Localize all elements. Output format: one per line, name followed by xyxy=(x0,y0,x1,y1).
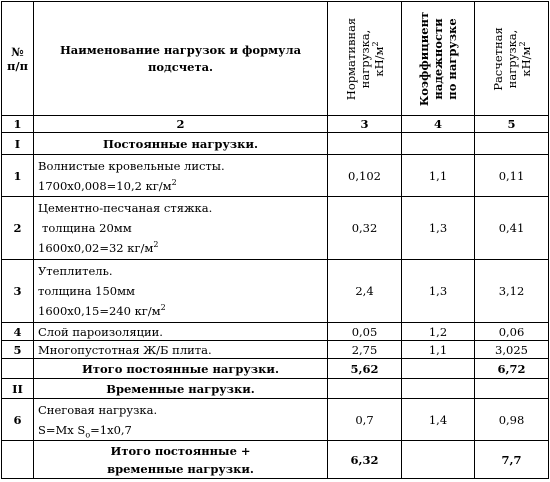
header-design-unit: кН/м xyxy=(518,46,533,77)
total-all-label: Итого постоянные + временные нагрузки. xyxy=(34,441,328,479)
header-design-line2: нагрузка, xyxy=(504,29,519,88)
loads-table xyxy=(1,1,549,479)
total-permanent-row xyxy=(2,359,549,379)
row-name-line: 1700х0,008=10,2 кг/м xyxy=(38,178,172,193)
row-normative: 2,4 xyxy=(328,260,402,323)
row-design: 0,98 xyxy=(475,399,549,441)
row-design: 3,12 xyxy=(475,260,549,323)
row-design: 3,025 xyxy=(475,341,549,359)
row-normative: 0,32 xyxy=(328,197,402,260)
total-all-design: 7,7 xyxy=(475,441,549,479)
row-num: 2 xyxy=(2,197,34,260)
section-row-permanent xyxy=(2,133,549,155)
row-normative: 0,05 xyxy=(328,323,402,341)
row-design: 0,11 xyxy=(475,155,549,197)
row-name xyxy=(34,399,328,441)
row-name xyxy=(34,260,328,323)
row-normative: 2,75 xyxy=(328,341,402,359)
unit-sup: 2 xyxy=(160,303,166,313)
header-num-label: № п/п xyxy=(6,44,29,73)
row-num: 4 xyxy=(2,323,34,341)
row-normative: 0,102 xyxy=(328,155,402,197)
row-name-line: толщина 150мм xyxy=(38,284,135,298)
table-row xyxy=(2,341,549,359)
table-row xyxy=(2,323,549,341)
row-name: Слой пароизоляции. xyxy=(34,323,328,341)
row-name-line: Утеплитель. xyxy=(38,264,113,278)
section-num: I xyxy=(2,133,34,155)
formula-part: =1х0,7 xyxy=(90,422,132,437)
row-name-line: 1600х0,15=240 кг/м xyxy=(38,304,161,318)
row-name-line: Волнистые кровельные листы. xyxy=(38,158,225,173)
header-num xyxy=(2,2,34,116)
table-row xyxy=(2,155,549,197)
header-name-label: Наименование нагрузок и формула подсчета. xyxy=(59,42,302,74)
row-num: 6 xyxy=(2,399,34,441)
header-coefficient-line2: надежности xyxy=(431,17,445,100)
header-normative-line1: Нормативная xyxy=(343,17,358,100)
section-title: Постоянные нагрузки. xyxy=(34,133,328,155)
row-design: 0,41 xyxy=(475,197,549,260)
header-design-line1: Расчетная xyxy=(490,26,505,91)
column-number: 3 xyxy=(328,116,402,133)
row-normative: 0,7 xyxy=(328,399,402,441)
section-num: II xyxy=(2,379,34,399)
row-name xyxy=(34,155,328,197)
header-coefficient-line3: по нагрузке xyxy=(445,17,459,100)
section-title: Временные нагрузки. xyxy=(34,379,328,399)
header-coefficient xyxy=(402,2,475,116)
row-coefficient: 1,1 xyxy=(402,341,475,359)
header-coefficient-line1: Коэффициент xyxy=(417,11,431,106)
section-row-temporary xyxy=(2,379,549,399)
row-name-line: толщина 20мм xyxy=(42,221,132,235)
header-normative-line2: нагрузка, xyxy=(357,29,372,88)
row-coefficient: 1,4 xyxy=(402,399,475,441)
column-number: 4 xyxy=(402,116,475,133)
column-number: 1 xyxy=(2,116,34,133)
total-permanent-design: 6,72 xyxy=(475,359,549,379)
total-permanent-normative: 5,62 xyxy=(328,359,402,379)
row-name-line: 1600х0,02=32 кг/м xyxy=(38,241,154,255)
row-coefficient: 1,2 xyxy=(402,323,475,341)
column-number-row xyxy=(2,116,549,133)
row-num: 1 xyxy=(2,155,34,197)
header-normative-unit-sup: 2 xyxy=(370,40,380,47)
header-design xyxy=(475,2,549,116)
row-name-line: Снеговая нагрузка. xyxy=(38,402,158,417)
row-name-line: Цементно-песчаная стяжка. xyxy=(38,201,213,215)
formula-sub: o xyxy=(85,429,91,439)
header-design-unit-sup: 2 xyxy=(517,40,527,47)
row-name: Многопустотная Ж/Б плита. xyxy=(34,341,328,359)
row-coefficient: 1,1 xyxy=(402,155,475,197)
row-num: 3 xyxy=(2,260,34,323)
row-num: 5 xyxy=(2,341,34,359)
table-row xyxy=(2,260,549,323)
column-number: 2 xyxy=(34,116,328,133)
unit-sup: 2 xyxy=(171,177,177,187)
table-row xyxy=(2,197,549,260)
row-design: 0,06 xyxy=(475,323,549,341)
total-permanent-label: Итого постоянные нагрузки. xyxy=(34,359,328,379)
header-name xyxy=(34,2,328,116)
header-row xyxy=(2,2,549,116)
unit-sup: 2 xyxy=(153,240,159,250)
column-number: 5 xyxy=(475,116,549,133)
total-all-row xyxy=(2,441,549,479)
row-name xyxy=(34,197,328,260)
row-coefficient: 1,3 xyxy=(402,260,475,323)
table-row xyxy=(2,399,549,441)
header-normative-unit: кН/м xyxy=(371,46,386,77)
row-coefficient: 1,3 xyxy=(402,197,475,260)
header-normative xyxy=(328,2,402,116)
total-all-normative: 6,32 xyxy=(328,441,402,479)
formula-part: S=Мх S xyxy=(38,422,86,437)
